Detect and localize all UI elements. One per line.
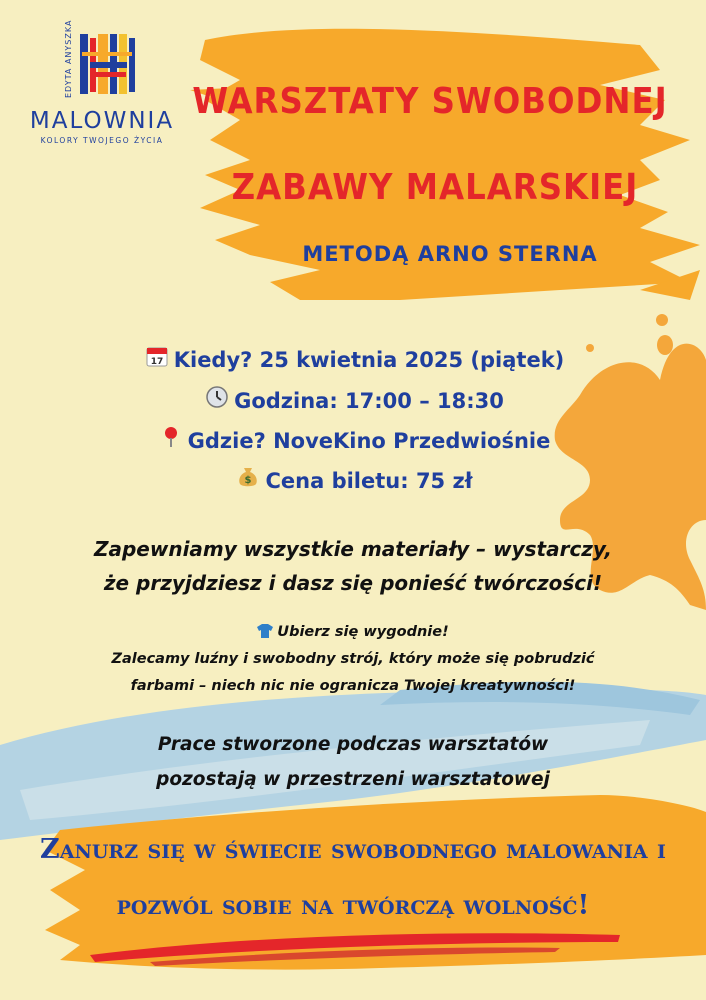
logo-mark-icon — [10, 19, 190, 108]
info-time-text: Godzina: 17:00 – 18:30 — [234, 389, 504, 413]
info-price-text: Cena biletu: 75 zł — [265, 469, 473, 493]
works-line-1: Prace stworzone podczas warsztatów — [157, 734, 549, 755]
info-where — [60, 426, 650, 452]
logo-name: MALOWNIA — [29, 108, 175, 134]
svg-text:$: $ — [245, 475, 252, 486]
dress-line-3: farbami – niech nic nie ogranicza Twojej kreatywności! — [130, 678, 576, 694]
pin-icon — [160, 426, 182, 451]
dress-line-1-text: Ubierz się wygodnie! — [277, 624, 449, 640]
title-line-2: ZABAWY MALARSKIEJ — [231, 167, 639, 208]
info-price — [60, 466, 650, 492]
malownia-logo — [10, 19, 190, 158]
logo-tagline: KOLORY TWOJEGO ŻYCIA — [40, 136, 164, 145]
info-time — [60, 386, 650, 412]
clock-icon — [206, 386, 228, 411]
works-line-2: pozostają w przestrzeni warsztatowej — [156, 769, 550, 790]
closing-line-2: pozwól sobie na twórczą wolność! — [116, 890, 590, 921]
dress-line-1 — [10, 624, 696, 642]
dress-line-2: Zalecamy luźny i swobodny strój, który może się pobrudzić — [111, 651, 595, 667]
calendar-icon — [146, 345, 168, 370]
svg-text:17: 17 — [150, 357, 163, 367]
materials-line-2: że przyjdziesz i dasz się ponieść twórczości! — [103, 571, 603, 595]
info-when-text: Kiedy? 25 kwietnia 2025 (piątek) — [173, 348, 565, 372]
title-line-1: WARSZTATY SWOBODNEJ — [192, 81, 668, 122]
info-where-text: Gdzie? NoveKino Przedwiośnie — [187, 429, 551, 453]
closing-line-1: Zanurz się w świecie swobodnego malowania i — [40, 834, 666, 865]
shirt-icon — [257, 624, 273, 642]
info-when — [60, 345, 650, 371]
money-bag-icon — [237, 466, 259, 491]
materials-line-1: Zapewniamy wszystkie materiały – wystarczy, — [93, 537, 613, 561]
logo-author: EDYTA ANYSZKA — [64, 19, 73, 98]
subtitle: METODĄ ARNO STERNA — [302, 242, 598, 266]
